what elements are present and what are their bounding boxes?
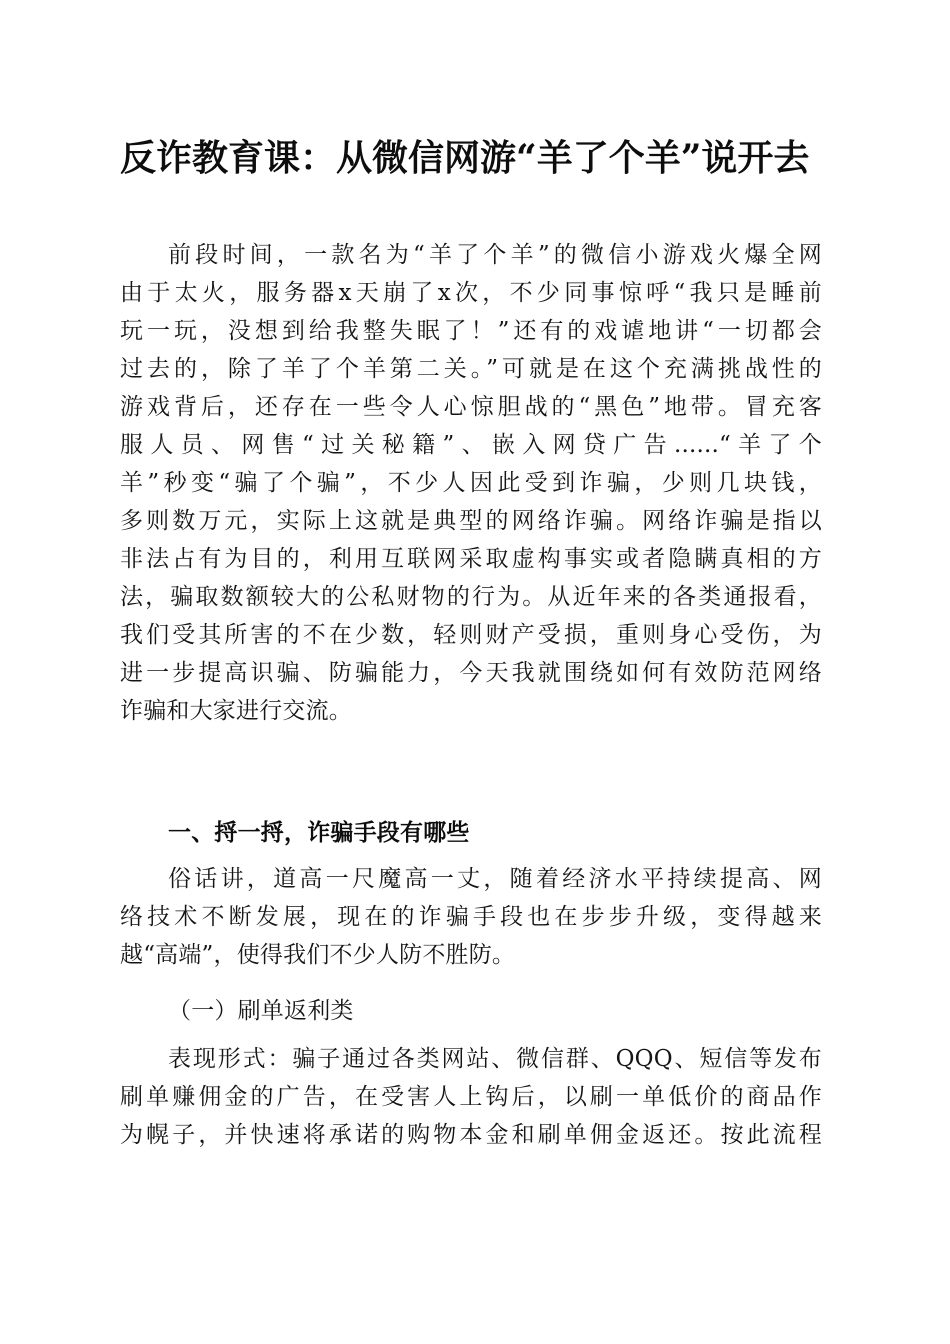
text-line: 多则数万元，实际上这就是典型的网络诈骗。网络诈骗是指以 [120, 508, 822, 534]
text-line: 诈骗和大家进行交流。 [120, 698, 352, 724]
text-line: 为幌子，并快速将承诺的购物本金和刷单佣金返还。按此流程 [120, 1122, 822, 1148]
text-line: 表现形式：骗子通过各类网站、微信群、QQQ、短信等发布 [168, 1046, 822, 1072]
text-line: 法，骗取数额较大的公私财物的行为。从近年来的各类通报看， [120, 584, 822, 610]
text-line: 越“高端”，使得我们不少人防不胜防。 [120, 942, 516, 968]
text-line: 服人员、网售“过关秘籍”、嵌入网贷广告......“羊了个 [120, 432, 822, 458]
paragraph-scam-description [120, 1040, 822, 1154]
text-line: 非法占有为目的，利用互联网采取虚构事实或者隐瞒真相的方 [120, 546, 822, 572]
text-line: 俗话讲，道高一尺魔高一丈，随着经济水平持续提高、网 [168, 866, 822, 892]
text-line: 过去的，除了羊了个羊第二关。”可就是在这个充满挑战性的 [120, 356, 822, 382]
heading-text: 一、捋一捋，诈骗手段有哪些 [168, 819, 470, 846]
text-line: 络技术不断发展，现在的诈骗手段也在步步升级，变得越来 [120, 904, 822, 930]
text-line: 羊”秒变“骗了个骗”，不少人因此受到诈骗，少则几块钱， [120, 470, 822, 496]
paragraph-section-intro [120, 860, 822, 974]
text-line: 我们受其所害的不在少数，轻则财产受损，重则身心受伤，为 [120, 622, 822, 648]
section-heading [120, 814, 822, 852]
subheading-text: （一）刷单返利类 [168, 998, 354, 1024]
text-line: 由于太火，服务器x天崩了x次，不少同事惊呼“我只是睡前 [120, 280, 822, 306]
text-line: 进一步提高识骗、防骗能力，今天我就围绕如何有效防范网络 [120, 660, 822, 686]
text-line: 刷单赚佣金的广告，在受害人上钩后，以刷一单低价的商品作 [120, 1084, 822, 1110]
text-line: 游戏背后，还存在一些令人心惊胆战的“黑色”地带。冒充客 [120, 394, 822, 420]
paragraph-intro [120, 236, 822, 730]
subsection-heading [120, 992, 822, 1030]
text-line: 前段时间，一款名为“羊了个羊”的微信小游戏火爆全网 [168, 242, 822, 268]
text-line: 玩一玩，没想到给我整失眠了！”还有的戏谑地讲“一切都会 [120, 318, 822, 344]
document-title: 反诈教育课：从微信网游“羊了个羊”说开去 [120, 137, 810, 179]
